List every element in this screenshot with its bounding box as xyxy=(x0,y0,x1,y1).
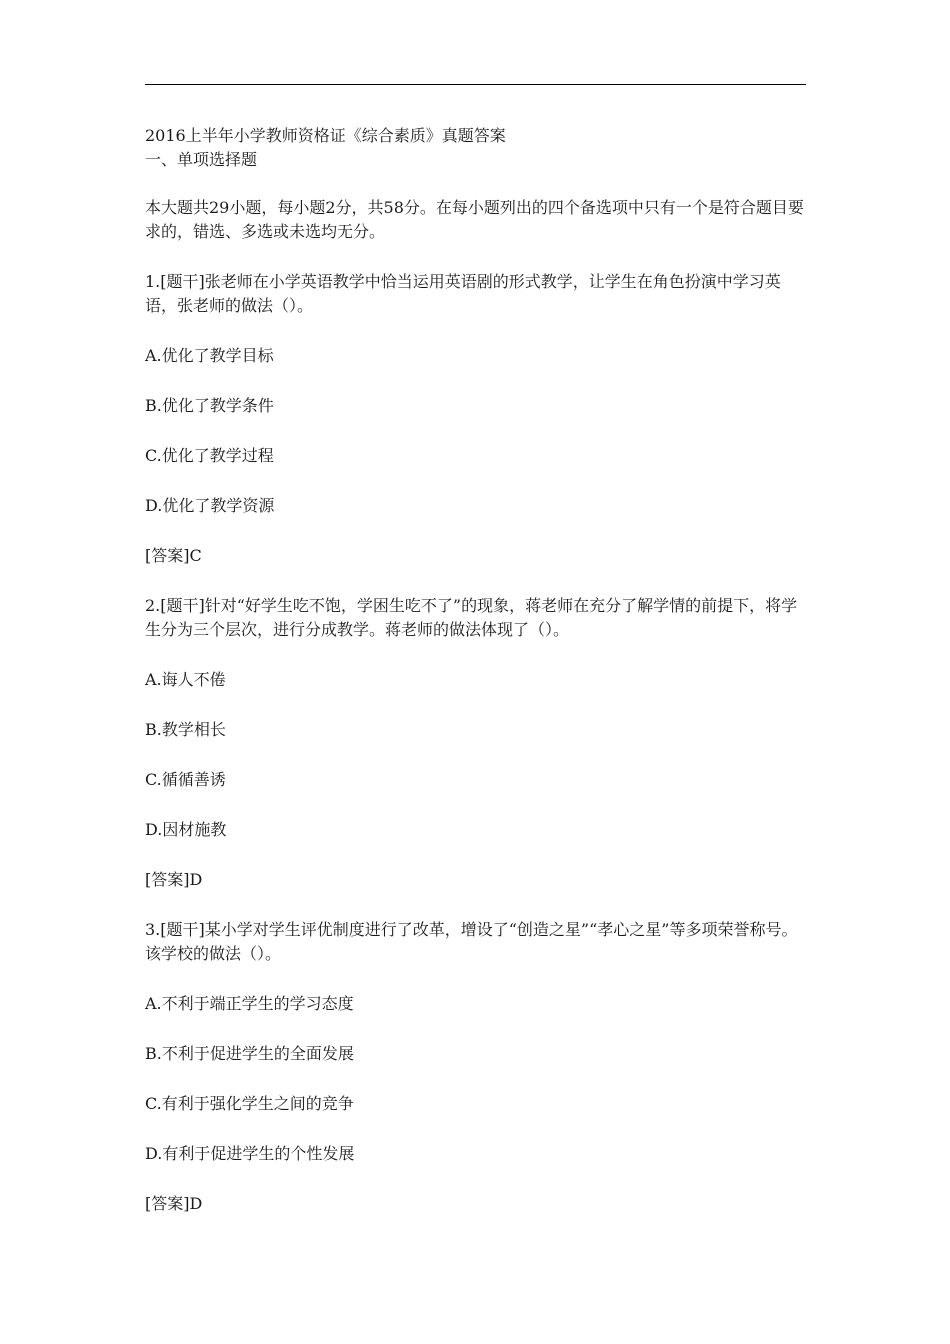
option-1a: A.优化了教学目标 xyxy=(145,346,274,365)
option-1b: B.优化了教学条件 xyxy=(145,396,274,415)
question-stem-3: 3.[题干]某小学对学生评优制度进行了改革，增设了“创造之星”“孝心之星”等多项荣誉称号。该学校的做法（）。 xyxy=(145,920,798,963)
option-1d: D.优化了教学资源 xyxy=(145,496,275,515)
option-2b: B.教学相长 xyxy=(145,720,226,739)
document-page xyxy=(145,124,806,1216)
option-3c: C.有利于强化学生之间的竞争 xyxy=(145,1094,354,1113)
instructions-paragraph: 本大题共29小题，每小题2分，共58分。在每小题列出的四个备选项中只有一个是符合题目要求的，错选、多选或未选均无分。 xyxy=(145,198,804,241)
question-stem-2: 2.[题干]针对“好学生吃不饱，学困生吃不了”的现象，蒋老师在充分了解学情的前提下，将学生分为三个层次，进行分成教学。蒋老师的做法体现了（）。 xyxy=(145,596,798,639)
option-2c: C.循循善诱 xyxy=(145,770,226,789)
question-stem-1: 1.[题干]张老师在小学英语教学中恰当运用英语剧的形式教学，让学生在角色扮演中学习英语，张老师的做法（）。 xyxy=(145,272,781,315)
option-2d: D.因材施教 xyxy=(145,820,227,839)
answer-2: [答案]D xyxy=(145,870,203,889)
answer-3: [答案]D xyxy=(145,1194,203,1213)
option-2a: A.诲人不倦 xyxy=(145,670,226,689)
option-3d: D.有利于促进学生的个性发展 xyxy=(145,1144,355,1163)
section-heading: 一、单项选择题 xyxy=(145,150,258,169)
title-block xyxy=(145,124,806,172)
option-1c: C.优化了教学过程 xyxy=(145,446,274,465)
document-title: 2016上半年小学教师资格证《综合素质》真题答案 xyxy=(145,126,506,145)
answer-1: [答案]C xyxy=(145,546,202,565)
option-3a: A.不利于端正学生的学习态度 xyxy=(145,994,354,1013)
header-rule xyxy=(145,84,806,85)
option-3b: B.不利于促进学生的全面发展 xyxy=(145,1044,354,1063)
